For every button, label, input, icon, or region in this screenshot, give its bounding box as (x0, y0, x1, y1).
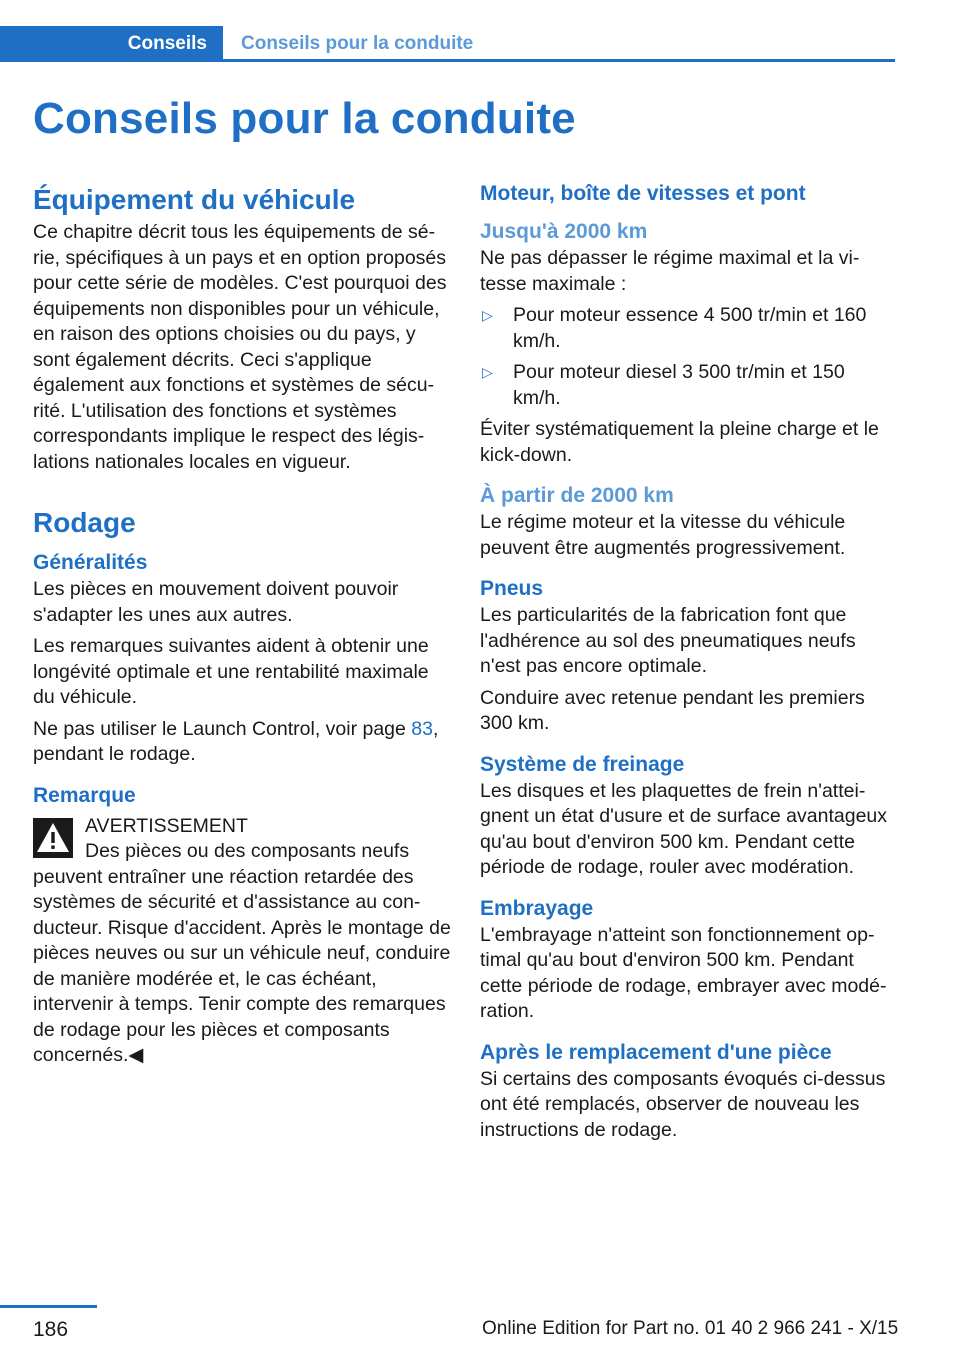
warning-title: AVERTISSEMENT (85, 814, 248, 837)
header-rule (223, 59, 895, 62)
list-item-text: Pour moteur essence 4 500 tr/min et 160 km/h. (513, 304, 867, 352)
freinage-text: Les disques et les plaquettes de frein n'atteignent un état d'usure et de surface avantageux qu'au bout d'environ 500 km. Pendant cette période de rodage, rouler avec modération. (480, 779, 888, 878)
warning-first-line: Des pièces ou des composants neufs (85, 840, 410, 862)
heading-moteur: Moteur, boîte de vitesses et pont (480, 182, 806, 205)
heading-embrayage: Embrayage (480, 896, 594, 920)
p3-after: , pendant le rodage. (33, 717, 439, 765)
left-column (33, 180, 451, 1069)
p3-before: Ne pas utiliser le Launch Control, voir page (33, 717, 412, 740)
generalites-p2: Les remarques suivantes aident à obtenir une longévité optimale et une rentabilité maximale du véhicule. (33, 635, 429, 708)
heading-apres-remplacement: Après le remplacement d'une pièce (480, 1040, 832, 1064)
list-item (480, 360, 896, 411)
right-column (480, 180, 896, 1149)
apartir-text: Le régime moteur et la vitesse du véhicule peuvent être augmentés progressivement. (480, 511, 846, 559)
list-item (480, 303, 896, 354)
heading-freinage: Système de freinage (480, 752, 685, 776)
page-link-83[interactable]: 83 (411, 717, 433, 740)
subheading-apartir-2000: À partir de 2000 km (480, 484, 674, 507)
apres-text: Si certains des composants évoqués ci-dessus ont été remplacés, observer de nouveau les instructions de rodage. (480, 1067, 886, 1141)
generalites-p1: Les pièces en mouvement doivent pouvoir s'adapter les unes aux autres. (33, 578, 399, 626)
subheading-generalites: Généralités (33, 551, 148, 574)
pneus-p1: Les particularités de la fabrication font que l'adhérence au sol des pneumatiques neufs n'est pas encore optimale. (480, 604, 856, 677)
subheading-remarque: Remarque (33, 783, 136, 807)
jusqua-text: Ne pas dépasser le régime maximal et la vitesse maximale : (480, 247, 860, 295)
section-heading-rodage: Rodage (33, 507, 136, 538)
bullet-triangle-icon: ▷ (482, 364, 493, 380)
tab-conseils[interactable]: Conseils (0, 26, 223, 62)
warning-triangle-icon (33, 818, 73, 858)
eviter-text: Éviter systématiquement la pleine charge et le kick-down. (480, 418, 879, 466)
pneus-p2: Conduire avec retenue pendant les premiers 300 km. (480, 686, 865, 734)
equipement-text: Ce chapitre décrit tous les équipements de série, spécifiques à un pays et en option proposés pour cette série de modèles. C'est pourquoi des équipements non disponibles pour un véhicule, en raison des options choisies ou du pays, y sont également décrits. Ceci s'applique également aux fonctions et systèmes de sécurité. L'utilisation des fonctions et systèmes correspondants implique le respect des législations nationales locales en vigueur. (33, 221, 447, 473)
page-title: Conseils pour la conduite (33, 94, 576, 143)
page-number: 186 (33, 1318, 69, 1341)
heading-pneus: Pneus (480, 577, 544, 600)
header-tabbar (0, 26, 895, 62)
warning-text: peuvent entraîner une réaction retardée des systèmes de sécurité et d'assistance au conducteur. Risque d'accident. Après le montage de pièces neuves ou sur un véhicule neuf, conduire de manière modérée et, le cas échéant, intervenir à temps. Tenir compte des remarques de rodage pour les pièces et composants concernés.◀ (33, 865, 451, 1066)
footer-rule (0, 1305, 97, 1308)
section-heading-equipement: Équipement du véhicule (33, 184, 356, 215)
subheading-jusqua-2000: Jusqu'à 2000 km (480, 220, 648, 243)
edition-note: Online Edition for Part no. 01 40 2 966 241 - X/15 (482, 1318, 899, 1339)
list-item-text: Pour moteur diesel 3 500 tr/min et 150 km/h. (513, 361, 845, 409)
rpm-list (480, 303, 896, 411)
generalites-p3 (33, 717, 451, 768)
embrayage-text: L'embrayage n'atteint son fonctionnement optimal qu'au bout d'environ 500 km. Pendant cette période de rodage, embrayer avec modération. (480, 923, 887, 1022)
warning-block (33, 814, 451, 1069)
tab-conseils-conduite[interactable]: Conseils pour la conduite (241, 33, 474, 54)
bullet-triangle-icon: ▷ (482, 307, 493, 323)
